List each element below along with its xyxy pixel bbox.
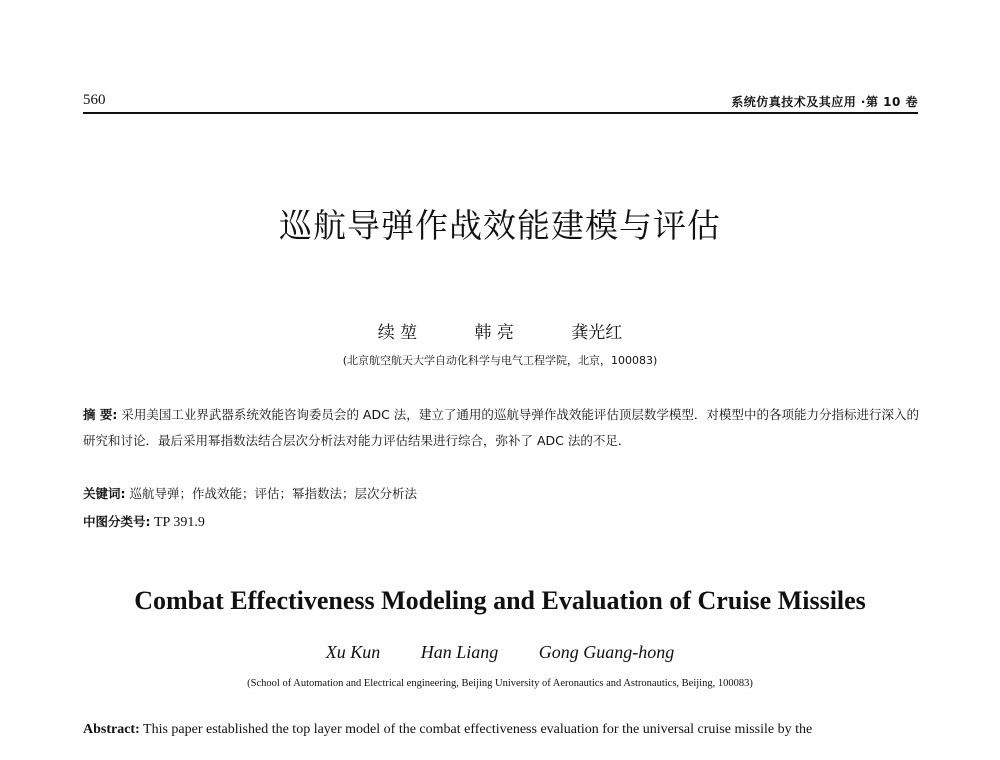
author-cn-3: 龚光红 xyxy=(571,323,623,343)
abstract-en-text: This paper established the top layer model of the combat effectiveness evaluation for the universal cruise missile by the xyxy=(139,722,813,737)
page-number: 560 xyxy=(83,92,106,108)
authors-english xyxy=(0,642,1000,663)
title-chinese: 巡航导弹作战效能建模与评估 xyxy=(279,206,721,245)
abstract-en-label: Abstract: xyxy=(83,722,140,737)
abstract-cn-label: 摘 要: xyxy=(83,407,118,422)
clc-value: TP 391.9 xyxy=(150,515,205,530)
clc-label: 中图分类号: xyxy=(83,514,151,529)
author-en-1: Xu Kun xyxy=(325,642,381,662)
title-english: Combat Effectiveness Modeling and Evaluation of Cruise Missiles xyxy=(134,586,866,615)
author-cn-1: 续 堃 xyxy=(377,323,418,343)
keywords-cn-text: 巡航导弹；作战效能；评估；幂指数法；层次分析法 xyxy=(125,486,417,501)
keywords-cn-label: 关键词: xyxy=(83,486,126,501)
keywords-chinese xyxy=(83,484,919,502)
author-en-2: Han Liang xyxy=(420,642,499,662)
affiliation-chinese: (北京航空航天大学自动化科学与电气工程学院，北京，100083) xyxy=(342,354,658,367)
affiliation-english: (School of Automation and Electrical engineering, Beijing University of Aeronautics and Astronautics, Beijing, 100083) xyxy=(247,678,753,689)
journal-name: 系统仿真技术及其应用 ·第 10 卷 xyxy=(731,95,918,109)
abstract-cn-text: 采用美国工业界武器系统效能咨询委员会的 ADC 法，建立了通用的巡航导弹作战效能评估顶层数学模型．对模型中的各项能力分指标进行深入的研究和讨论．最后采用幂指数法结合层次分析法对能力评估结果进行综合，弥补了 ADC 法的不足． xyxy=(83,407,920,448)
abstract-english xyxy=(83,722,919,738)
clc-number xyxy=(83,512,919,531)
author-cn-2: 韩 亮 xyxy=(474,323,514,343)
author-en-3: Gong Guang-hong xyxy=(538,642,675,662)
authors-chinese xyxy=(0,318,1000,343)
abstract-chinese xyxy=(83,402,919,454)
running-header xyxy=(83,92,918,114)
